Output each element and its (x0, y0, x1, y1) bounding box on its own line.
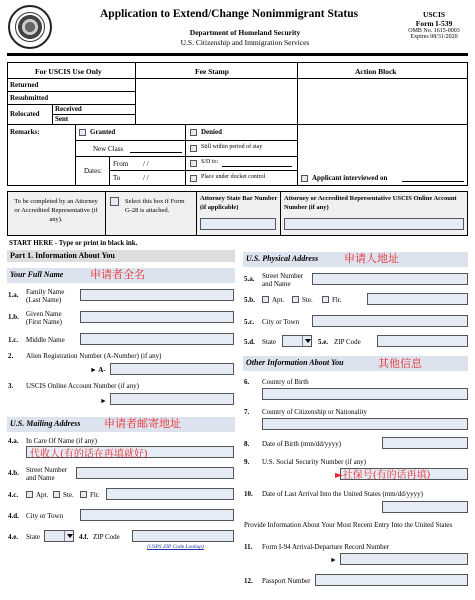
part1-title: Part 1. Information About You (7, 250, 235, 262)
street-label: Street Number and Name (26, 466, 68, 482)
remarks-label: Remarks: (10, 128, 40, 136)
divider (185, 124, 186, 186)
item-number: 4.e. (8, 533, 19, 541)
apt-label: Apt. (36, 491, 49, 499)
other-info-header (243, 356, 468, 371)
ste-label: Ste. (63, 491, 74, 499)
divider (297, 62, 298, 124)
physical-unit-input[interactable] (367, 293, 468, 305)
dob-input[interactable] (382, 437, 468, 449)
physical-state-label: State (262, 338, 276, 346)
bar-number-input[interactable] (200, 218, 276, 230)
a-number-input[interactable] (110, 363, 234, 375)
state-label: State (26, 533, 40, 541)
denied-checkbox[interactable] (190, 129, 197, 136)
divider (196, 191, 197, 236)
divider (7, 91, 135, 92)
ssn-label: U.S. Social Security Number (if any) (262, 458, 367, 466)
item-number: 4.f. (79, 533, 89, 541)
physical-flr-checkbox[interactable] (322, 296, 329, 303)
g28-label: Select this box if Form G-28 is attached. (125, 198, 185, 214)
divider (110, 170, 185, 171)
online-number-label: Attorney or Accredited Representative USCIS Online Account Number (if any) (284, 195, 457, 211)
family-name-input[interactable] (80, 289, 234, 301)
granted-label: Granted (90, 128, 116, 136)
docket-checkbox[interactable] (190, 175, 197, 182)
item-number: 4.c. (8, 491, 19, 499)
physical-ste-label: Ste. (302, 296, 313, 304)
resubmitted-label: Resubmitted (10, 94, 49, 102)
middle-name-label: Middle Name (26, 336, 65, 344)
item-number: 5.d. (244, 338, 255, 346)
relocated-label: Relocated (10, 110, 40, 118)
i94-label: Form I-94 Arrival-Departure Record Number (262, 543, 390, 551)
chevron-down-icon (64, 531, 73, 541)
omb-number: OMB No. 1615-0003 (408, 28, 460, 34)
physical-zip-input[interactable] (377, 335, 468, 347)
returned-label: Returned (10, 81, 39, 89)
department-name: Department of Homeland Security (189, 28, 301, 37)
flr-label: Flr. (90, 491, 100, 499)
apt-checkbox[interactable] (26, 491, 33, 498)
state-select[interactable] (44, 530, 74, 542)
other-info-heading: Other Information About You (246, 358, 344, 367)
zip-lookup-link[interactable]: (USPS ZIP Code Lookup) (147, 544, 204, 550)
item-number: 5.b. (244, 296, 255, 304)
divider (109, 156, 110, 186)
still-within-checkbox[interactable] (190, 145, 197, 152)
passport-input[interactable] (315, 574, 468, 586)
ssn-annotation: ►社保号(有的话再填) (335, 470, 431, 481)
item-number: 12. (244, 577, 253, 585)
middle-name-input[interactable] (80, 333, 234, 345)
docket-label: Place under docket control (201, 174, 266, 180)
item-number: 9. (244, 458, 250, 466)
new-class-label: New Class (93, 145, 124, 153)
citizenship-input[interactable] (262, 418, 468, 430)
sd-to-line (222, 166, 292, 167)
zip-input[interactable] (132, 530, 234, 542)
item-number: 7. (244, 408, 250, 416)
interviewed-checkbox[interactable] (301, 175, 308, 182)
mailing-heading: U.S. Mailing Address (10, 419, 81, 428)
country-birth-label: Country of Birth (262, 378, 309, 386)
care-of-label: In Care Of Name (if any) (26, 437, 97, 445)
chevron-down-icon (302, 336, 311, 346)
divider (297, 124, 298, 186)
item-number: 4.d. (8, 512, 19, 520)
still-within-label: Still within period of stay (201, 144, 263, 150)
online-account-label: USCIS Online Account Number (if any) (26, 382, 139, 390)
physical-ste-checkbox[interactable] (292, 296, 299, 303)
last-arrival-input[interactable] (382, 501, 468, 513)
interviewed-line (402, 181, 464, 182)
dhs-seal-icon (8, 5, 52, 49)
divider (75, 124, 76, 186)
interviewed-label: Applicant interviewed on (312, 174, 388, 182)
header-rule (7, 53, 468, 56)
item-number: 4.a. (8, 437, 19, 445)
physical-apt-checkbox[interactable] (262, 296, 269, 303)
to-label: To (113, 174, 121, 182)
country-birth-input[interactable] (262, 388, 468, 400)
passport-label: Passport Number (262, 577, 311, 585)
dates-label: Dates: (84, 167, 102, 175)
uscis-label: USCIS (422, 10, 446, 19)
last-arrival-label: Date of Last Arrival Into the United States (mm/dd/yyyy) (262, 490, 423, 498)
granted-checkbox[interactable] (79, 129, 86, 136)
dob-label: Date of Birth (mm/dd/yyyy) (262, 440, 342, 448)
item-number: 1.a. (8, 291, 19, 299)
care-of-annotation: 代收人(有的话在再填就好) (30, 449, 148, 460)
divider (76, 156, 185, 157)
other-info-annotation: 其他信息 (378, 357, 422, 370)
form-title: Application to Extend/Change Nonimmigrant Status (100, 8, 359, 20)
start-here: START HERE - Type or print in black ink. (9, 239, 138, 247)
physical-city-input[interactable] (312, 315, 468, 327)
divider (186, 140, 297, 141)
divider (135, 62, 136, 124)
form-id-block (399, 10, 469, 40)
divider (76, 140, 185, 141)
attorney-online-number-input[interactable] (284, 218, 464, 230)
fee-stamp-label: Fee Stamp (195, 67, 229, 76)
divider (7, 124, 468, 125)
city-label: City or Town (26, 512, 64, 520)
given-name-label: Given Name (First Name) (26, 310, 62, 326)
physical-apt-label: Apt. (272, 296, 285, 304)
form-number: Form I-539 (415, 19, 453, 28)
physical-street-label: Street Number and Name (262, 272, 304, 288)
flr-checkbox[interactable] (80, 491, 87, 498)
item-number: 5.a. (244, 275, 255, 283)
item-number: 1.b. (8, 313, 19, 321)
from-label: From (113, 160, 129, 168)
item-number: 11. (244, 543, 253, 551)
denied-label: Denied (201, 128, 222, 136)
received-label: Received (55, 105, 82, 113)
street-input[interactable] (76, 467, 234, 479)
item-number: 5.c. (244, 318, 255, 326)
physical-state-select[interactable] (282, 335, 312, 347)
physical-annotation: 申请人地址 (344, 252, 399, 265)
expiration-date: Expires 08/31/2020 (410, 34, 458, 40)
physical-street-input[interactable] (312, 273, 468, 285)
item-number: 3. (8, 382, 14, 390)
unit-number-input[interactable] (106, 488, 234, 500)
item-number: 8. (244, 440, 250, 448)
citizenship-label: Country of Citizenship or Nationality (262, 408, 367, 416)
item-number: 10. (244, 490, 253, 498)
family-name-label: Family Name (Last Name) (26, 288, 65, 304)
uscis-use-only: For USCIS Use Only (35, 67, 102, 76)
bar-number-label: Attorney State Bar Number (if applicable) (200, 195, 278, 211)
a-number-prefix: ► A- (90, 366, 106, 374)
divider (105, 191, 106, 236)
divider (7, 78, 468, 79)
arrow-icon: ► (100, 397, 107, 405)
action-block-label: Action Block (355, 67, 397, 76)
to-date-line[interactable]: / / (143, 174, 149, 182)
given-name-input[interactable] (80, 311, 234, 323)
item-number: 1.c. (8, 336, 19, 344)
city-input[interactable] (80, 509, 234, 521)
divider (186, 170, 297, 171)
item-number: 2. (8, 352, 14, 360)
ste-checkbox[interactable] (53, 491, 60, 498)
arrow-icon: ► (330, 556, 337, 564)
divider (186, 156, 297, 157)
a-number-label: Alien Registration Number (A-Number) (if any) (26, 352, 162, 360)
online-account-input[interactable] (110, 393, 234, 405)
sd-to-label: S/D to: (201, 159, 219, 165)
zip-label: ZIP Code (93, 533, 120, 541)
from-date-line[interactable]: / / (143, 160, 149, 168)
recent-entry-label: Provide Information About Your Most Recent Entry Into the United States (244, 521, 453, 529)
item-number: 6. (244, 378, 250, 386)
mailing-annotation: 申请者邮寄地址 (104, 417, 181, 430)
physical-heading: U.S. Physical Address (246, 254, 319, 263)
full-name-annotation: 申请者全名 (90, 268, 145, 281)
item-number: 4.b. (8, 469, 19, 477)
full-name-heading: Your Full Name (10, 270, 64, 279)
physical-city-label: City or Town (262, 318, 300, 326)
new-class-line (130, 152, 182, 153)
agency-name: U.S. Citizenship and Immigration Services (180, 38, 310, 47)
sd-to-checkbox[interactable] (190, 160, 197, 167)
i94-input[interactable] (340, 553, 468, 565)
g28-checkbox[interactable] (110, 197, 119, 206)
physical-zip-label: ZIP Code (334, 338, 361, 346)
sent-label: Sent (55, 115, 69, 123)
item-number: 5.e. (318, 338, 329, 346)
physical-flr-label: Flr. (332, 296, 342, 304)
attorney-note: To be completed by an Attorney or Accredited Representative (if any). (14, 198, 98, 223)
divider (280, 191, 281, 236)
